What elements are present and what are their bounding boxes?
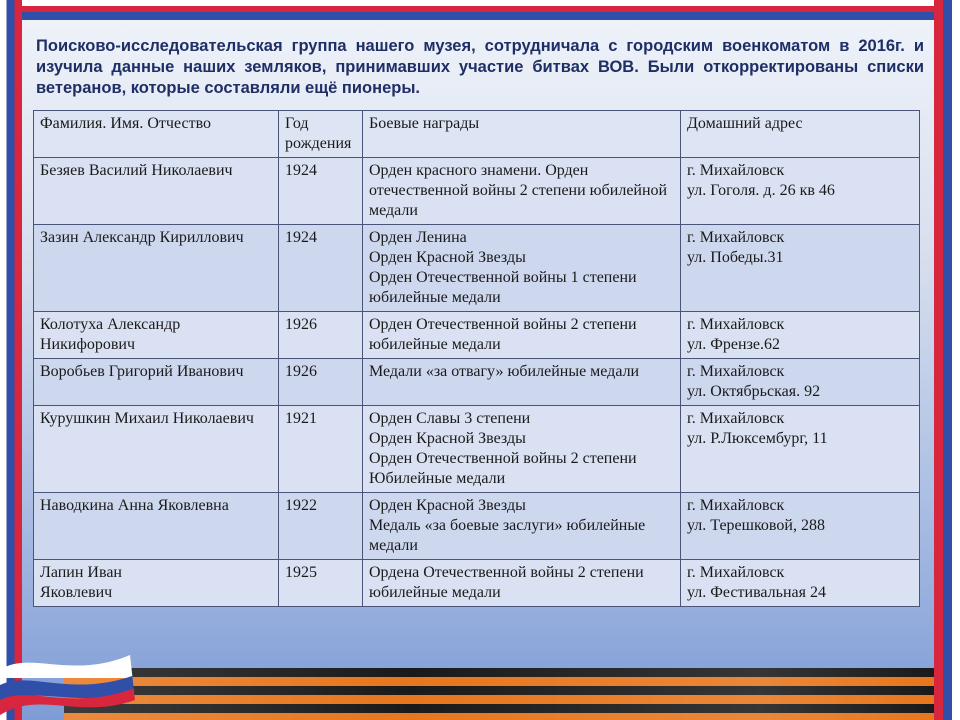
awards-line: Орден Ленина — [369, 229, 467, 246]
awards-line: Орден красного знамени. Орден отечественной войны 2 степени юбилейной медали — [369, 162, 668, 219]
cell-year: 1922 — [279, 493, 363, 560]
table-row — [34, 406, 920, 493]
address-line: ул. Октябрьская. 92 — [687, 383, 821, 400]
address-line: ул. Френзе.62 — [687, 336, 781, 353]
cell-address — [681, 406, 920, 493]
awards-line: Орден Красной Звезды — [369, 497, 526, 514]
address-line: г. Михайловск — [687, 162, 785, 179]
slide-title: Поисково-исследовательская группа нашего музея, сотрудничала с городским военкоматом в 2016г. и изучила данные наших земляков, принимавших участие битвах ВОВ. Были откорректированы списки ветеранов, которые составляли ещё пионеры. — [36, 37, 924, 97]
russian-flag-icon — [0, 630, 140, 720]
name-line: Курушкин Михаил Николаевич — [40, 410, 254, 427]
tricolor-frame-top — [0, 0, 960, 20]
table-row — [34, 225, 920, 312]
name-line: Колотуха Александр Никифорович — [40, 316, 181, 353]
table-row — [34, 493, 920, 560]
awards-line: Медаль «за боевые заслуги» юбилейные медали — [369, 517, 646, 554]
awards-line: Орден Отечественной войны 1 степени юбилейные медали — [369, 269, 637, 306]
name-line: Лапин Иван — [40, 564, 122, 581]
address-line: г. Михайловск — [687, 316, 785, 333]
cell-awards — [363, 158, 681, 225]
table-row — [34, 158, 920, 225]
header-year: Год рождения — [279, 111, 363, 158]
address-line: г. Михайловск — [687, 229, 785, 246]
cell-year: 1926 — [279, 359, 363, 406]
cell-name — [34, 359, 279, 406]
cell-awards — [363, 312, 681, 359]
address-line: г. Михайловск — [687, 564, 785, 581]
name-line: Зазин Александр Кириллович — [40, 229, 244, 246]
name-line: Воробьев Григорий Иванович — [40, 363, 244, 380]
cell-awards — [363, 560, 681, 607]
awards-line: Орден Славы 3 степени — [369, 410, 531, 427]
name-line: Наводкина Анна Яковлевна — [40, 497, 229, 514]
address-line: ул. Победы.31 — [687, 249, 784, 266]
cell-address — [681, 312, 920, 359]
table-row — [34, 359, 920, 406]
address-line: ул. Фестивальная 24 — [687, 584, 826, 601]
veterans-table — [33, 110, 920, 607]
table-header-row — [34, 111, 920, 158]
cell-address — [681, 493, 920, 560]
address-line: г. Михайловск — [687, 410, 785, 427]
cell-year: 1926 — [279, 312, 363, 359]
address-line: ул. Р.Люксембург, 11 — [687, 430, 828, 447]
tricolor-frame-left — [0, 0, 22, 720]
cell-year: 1924 — [279, 158, 363, 225]
header-awards: Боевые награды — [363, 111, 681, 158]
name-line: Безяев Василий Николаевич — [40, 162, 233, 179]
cell-address — [681, 359, 920, 406]
cell-awards — [363, 406, 681, 493]
header-address: Домашний адрес — [681, 111, 920, 158]
cell-name — [34, 312, 279, 359]
cell-name — [34, 406, 279, 493]
awards-line: Ордена Отечественной войны 2 степени юбилейные медали — [369, 564, 644, 601]
cell-awards — [363, 359, 681, 406]
cell-address — [681, 158, 920, 225]
table-row — [34, 560, 920, 607]
cell-name — [34, 493, 279, 560]
cell-address — [681, 560, 920, 607]
cell-awards — [363, 225, 681, 312]
cell-year: 1924 — [279, 225, 363, 312]
header-name: Фамилия. Имя. Отчество — [34, 111, 279, 158]
address-line: г. Михайловск — [687, 497, 785, 514]
cell-year: 1921 — [279, 406, 363, 493]
tricolor-frame-right — [934, 0, 960, 720]
cell-year: 1925 — [279, 560, 363, 607]
awards-line: Орден Красной Звезды — [369, 249, 526, 266]
cell-address — [681, 225, 920, 312]
awards-line: Орден Красной Звезды — [369, 430, 526, 447]
address-line: ул. Гоголя. д. 26 кв 46 — [687, 182, 835, 199]
address-line: ул. Терешковой, 288 — [687, 517, 825, 534]
ribbon-shine — [64, 668, 934, 720]
cell-name — [34, 225, 279, 312]
cell-name — [34, 560, 279, 607]
awards-line: Орден Отечественной войны 2 степени юбилейные медали — [369, 316, 637, 353]
cell-name — [34, 158, 279, 225]
cell-awards — [363, 493, 681, 560]
address-line: г. Михайловск — [687, 363, 785, 380]
name-line: Яковлевич — [40, 584, 113, 601]
awards-line: Орден Отечественной войны 2 степени Юбилейные медали — [369, 450, 637, 487]
table-row — [34, 312, 920, 359]
awards-line: Медали «за отвагу» юбилейные медали — [369, 363, 640, 380]
